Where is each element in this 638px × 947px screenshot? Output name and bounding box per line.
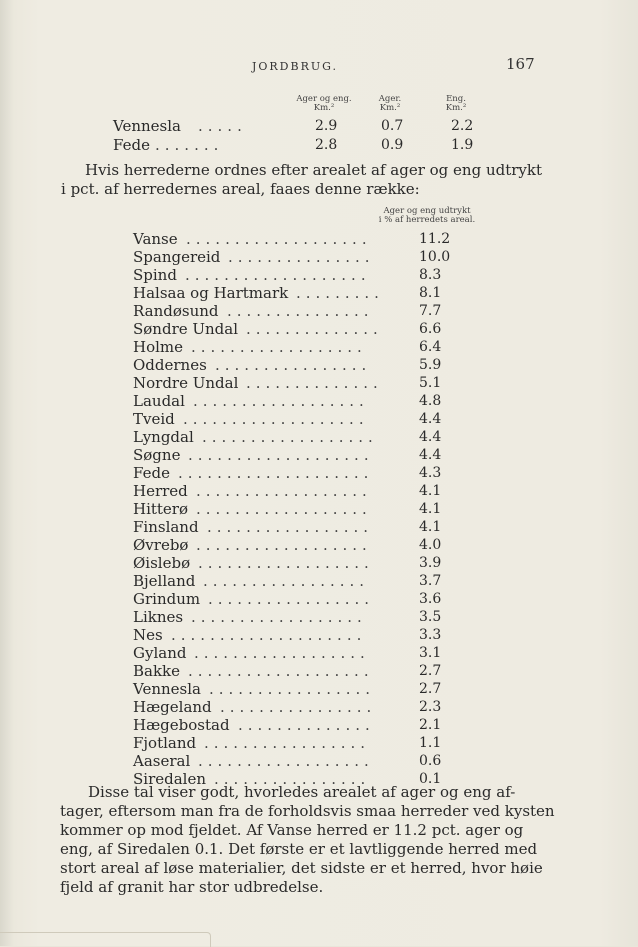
municipality-name: Liknes xyxy=(133,608,184,626)
ranking-value: 4.8 xyxy=(419,393,442,409)
leader-dots: .............. xyxy=(238,716,375,734)
ranking-header-line: Ager og eng udtrykt xyxy=(383,206,471,216)
ranking-value: 0.6 xyxy=(419,753,442,769)
municipality-name: Halsaa og Hartmark xyxy=(133,284,289,302)
municipality-name: Vennesla xyxy=(113,117,181,135)
ranking-value: 3.6 xyxy=(419,591,442,607)
paragraph-line: Hvis herrederne ordnes efter arealet af ager og eng udtrykt xyxy=(85,161,542,179)
page-edge-mark xyxy=(0,932,211,947)
municipality-name: Søndre Undal xyxy=(133,320,239,338)
ranking-value: 2.3 xyxy=(419,699,442,715)
leader-dots: ......... xyxy=(296,284,384,302)
leader-dots: .................. xyxy=(196,500,372,518)
municipality-name: Hægeland xyxy=(133,698,212,716)
leader-dots: .................. xyxy=(202,428,378,446)
leader-dots: ................... xyxy=(186,230,372,248)
leader-dots: .................. xyxy=(198,554,374,572)
value-ager: 0.9 xyxy=(381,137,404,153)
leader-dots: .................... xyxy=(178,464,374,482)
municipality-name: Vennesla xyxy=(133,680,201,698)
leader-dots: ....... xyxy=(155,136,224,154)
municipality-name: Fede xyxy=(133,464,170,482)
col-header-unit: Km.² xyxy=(445,103,467,113)
ranking-value: 4.0 xyxy=(419,537,442,553)
ranking-value: 3.1 xyxy=(419,645,442,661)
value-eng: 1.9 xyxy=(451,137,474,153)
paragraph-line: kommer op mod fjeldet. Af Vanse herred er 11.2 pct. ager og xyxy=(60,821,524,839)
leader-dots: ............... xyxy=(227,302,374,320)
leader-dots: .................. xyxy=(194,644,370,662)
col-header-line: Eng. xyxy=(446,94,466,104)
municipality-name: Gyland xyxy=(133,644,187,662)
leader-dots: .............. xyxy=(246,320,383,338)
ranking-value: 4.3 xyxy=(419,465,442,481)
ranking-value: 2.1 xyxy=(419,717,442,733)
municipality-name: Holme xyxy=(133,338,184,356)
municipality-name: Laudal xyxy=(133,392,185,410)
leader-dots: ................. xyxy=(209,680,376,698)
municipality-name: Øislebø xyxy=(133,554,191,572)
municipality-name: Vanse xyxy=(133,230,178,248)
leader-dots: ................... xyxy=(183,410,369,428)
municipality-name: Søgne xyxy=(133,446,181,464)
ranking-value: 8.1 xyxy=(419,285,442,301)
col-header-unit: Km.² xyxy=(313,103,335,113)
ranking-header-line: i % af herredets areal. xyxy=(378,215,476,225)
col-header-eng xyxy=(426,95,486,113)
intro-paragraph xyxy=(61,161,542,199)
municipality-name: Spangereid xyxy=(133,248,221,266)
paragraph-line: stort areal af løse materialier, det sidste er et herred, hvor høie xyxy=(60,859,543,877)
ranking-value: 4.1 xyxy=(419,519,442,535)
municipality-name: Bjelland xyxy=(133,572,196,590)
ranking-value: 4.1 xyxy=(419,483,442,499)
leader-dots: ................... xyxy=(188,446,374,464)
municipality-name: Spind xyxy=(133,266,177,284)
paragraph-line: eng, af Siredalen 0.1. Det første er et lavtliggende herred med xyxy=(60,840,538,858)
ranking-value: 2.7 xyxy=(419,663,442,679)
closing-paragraph xyxy=(60,783,555,897)
municipality-name: Øvrebø xyxy=(133,536,189,554)
paragraph-line: fjeld af granit har stor udbredelse. xyxy=(60,878,324,896)
value-ager-og-eng: 2.9 xyxy=(315,118,338,134)
municipality-name: Randøsund xyxy=(133,302,219,320)
municipality-name: Finsland xyxy=(133,518,199,536)
leader-dots: .................. xyxy=(198,752,374,770)
municipality-name: Aaseral xyxy=(133,752,191,770)
leader-dots: .................. xyxy=(191,338,367,356)
ranking-value: 6.6 xyxy=(419,321,442,337)
ranking-value: 3.5 xyxy=(419,609,442,625)
paragraph-line: tager, eftersom man fra de forholdsvis smaa herreder ved kysten xyxy=(60,802,555,820)
leader-dots: ................ xyxy=(215,356,372,374)
leader-dots: .............. xyxy=(246,374,383,392)
ranking-value: 8.3 xyxy=(419,267,442,283)
leader-dots: .................. xyxy=(196,536,372,554)
ranking-value: 11.2 xyxy=(419,231,451,247)
col-header-ager-og-eng xyxy=(284,95,364,113)
running-header: JORDBRUG. xyxy=(251,60,339,73)
ranking-value: 4.4 xyxy=(419,411,442,427)
ranking-value: 10.0 xyxy=(419,249,451,265)
municipality-name: Grindum xyxy=(133,590,201,608)
leader-dots: ............... xyxy=(228,248,375,266)
ranking-value: 0.1 xyxy=(419,771,442,787)
ranking-value: 6.4 xyxy=(419,339,442,355)
municipality-name: Hægebostad xyxy=(133,716,230,734)
col-header-unit: Km.² xyxy=(379,103,401,113)
municipality-name: Hitterø xyxy=(133,500,189,518)
municipality-name: Oddernes xyxy=(133,356,207,374)
municipality-name: Bakke xyxy=(133,662,181,680)
leader-dots: ................. xyxy=(208,590,375,608)
ranking-value: 2.7 xyxy=(419,681,442,697)
ranking-value: 5.9 xyxy=(419,357,442,373)
leader-dots: ................ xyxy=(214,770,371,788)
leader-dots: .................... xyxy=(171,626,367,644)
col-header-line: Ager og eng. xyxy=(296,94,352,104)
leader-dots: ................... xyxy=(188,662,374,680)
municipality-name: Herred xyxy=(133,482,188,500)
leader-dots: ................. xyxy=(203,572,370,590)
leader-dots: .................. xyxy=(191,608,367,626)
ranking-value: 3.9 xyxy=(419,555,442,571)
ranking-value: 4.1 xyxy=(419,501,442,517)
ranking-value: 4.4 xyxy=(419,447,442,463)
ranking-value: 3.3 xyxy=(419,627,442,643)
ranking-value: 4.4 xyxy=(419,429,442,445)
ranking-column-header xyxy=(352,207,502,225)
municipality-name: Nordre Undal xyxy=(133,374,239,392)
municipality-name: Nes xyxy=(133,626,163,644)
leader-dots: ................. xyxy=(204,734,371,752)
municipality-name: Siredalen xyxy=(133,770,207,788)
ranking-value: 3.7 xyxy=(419,573,442,589)
ranking-value: 1.1 xyxy=(419,735,442,751)
col-header-line: Ager. xyxy=(378,94,402,104)
leader-dots: .................. xyxy=(196,482,372,500)
paragraph-line: i pct. af herredernes areal, faaes denne række: xyxy=(61,180,420,198)
ranking-value: 7.7 xyxy=(419,303,442,319)
leader-dots: ................... xyxy=(185,266,371,284)
leader-dots: ................ xyxy=(220,698,377,716)
municipality-name: Tveid xyxy=(133,410,175,428)
col-header-ager xyxy=(360,95,420,113)
paragraph-line: Disse tal viser godt, hvorledes arealet af ager og eng af- xyxy=(88,783,516,801)
value-eng: 2.2 xyxy=(451,118,474,134)
page-number: 167 xyxy=(506,55,535,73)
value-ager: 0.7 xyxy=(381,118,404,134)
municipality-name: Lyngdal xyxy=(133,428,194,446)
leader-dots: .................. xyxy=(193,392,369,410)
municipality-name: Fjotland xyxy=(133,734,197,752)
leader-dots: ..... xyxy=(198,117,247,135)
municipality-name: Fede xyxy=(113,136,150,154)
value-ager-og-eng: 2.8 xyxy=(315,137,338,153)
leader-dots: ................. xyxy=(207,518,374,536)
ranking-value: 5.1 xyxy=(419,375,442,391)
